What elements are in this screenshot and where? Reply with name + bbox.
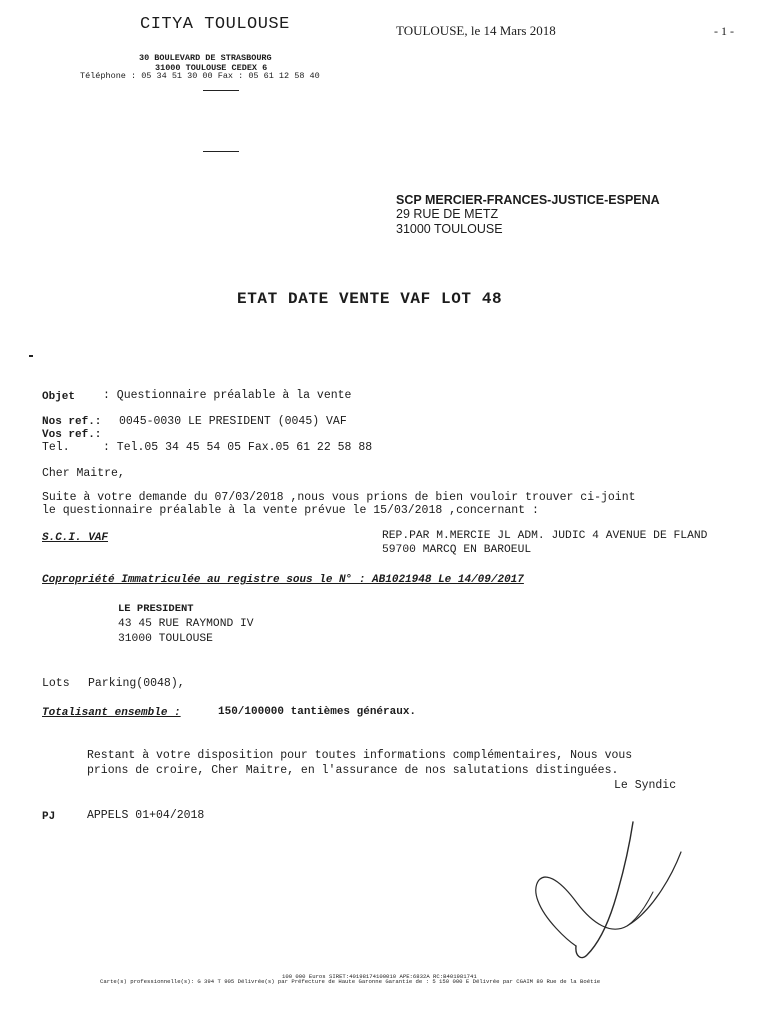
closing-line-2: prions de croire, Cher Maitre, en l'assurance de nos salutations distinguées. [87, 764, 619, 777]
date-line: TOULOUSE, le 14 Mars 2018 [396, 23, 556, 38]
footer-line-1: 100 000 Euros SIRET:40198174100010 APE:6832A RC:B401981741 [282, 973, 477, 980]
letterhead-divider-2 [203, 151, 239, 152]
total-label: Totalisant ensemble : [42, 707, 181, 719]
salutation: Cher Maitre, [42, 467, 125, 480]
owner-rep-line2: 59700 MARCQ EN BAROEUL [382, 544, 532, 556]
letterhead-divider-1 [203, 90, 239, 91]
copropriete-registration: Copropriété Immatriculée au registre sous le N° : AB1021948 Le 14/09/2017 [42, 574, 524, 586]
recipient-street: 29 RUE DE METZ [396, 207, 499, 221]
tel-label: Tel. [42, 441, 70, 454]
handwritten-signature [525, 808, 705, 968]
lots-value: Parking(0048), [88, 677, 185, 690]
pj-value: APPELS 01+04/2018 [87, 809, 205, 822]
owner-rep-line1: REP.PAR M.MERCIE JL ADM. JUDIC 4 AVENUE DE FLAND [382, 530, 708, 542]
residence-street: 43 45 RUE RAYMOND IV [118, 618, 254, 630]
intro-line-2: le questionnaire préalable à la vente prévue le 15/03/2018 ,concernant : [42, 504, 539, 517]
owner-name: S.C.I. VAF [42, 532, 109, 544]
company-name: CITYA TOULOUSE [140, 15, 290, 34]
vos-ref-label: Vos ref.: [42, 429, 102, 441]
objet-label: Objet [42, 391, 76, 403]
company-address-line2: 31000 TOULOUSE CEDEX 6 [155, 63, 268, 73]
recipient-city: 31000 TOULOUSE [396, 222, 503, 236]
total-value: 150/100000 tantièmes généraux. [218, 706, 417, 718]
company-address-line1: 30 BOULEVARD DE STRASBOURG [139, 53, 272, 63]
objet-value: : Questionnaire préalable à la vente [103, 389, 352, 402]
lots-label: Lots [42, 677, 70, 690]
nos-ref-value: 0045-0030 LE PRESIDENT (0045) VAF [119, 415, 347, 428]
tel-value: : Tel.05 34 45 54 05 Fax.05 61 22 58 88 [103, 441, 373, 454]
intro-line-1: Suite à votre demande du 07/03/2018 ,nous vous prions de bien vouloir trouver ci-joint [42, 491, 636, 504]
closing-line-1: Restant à votre disposition pour toutes informations complémentaires, Nous vous [87, 749, 633, 762]
company-phone-line: Téléphone : 05 34 51 30 00 Fax : 05 61 12 58 40 [80, 71, 320, 81]
recipient-name: SCP MERCIER-FRANCES-JUSTICE-ESPENA [396, 193, 660, 207]
pj-label: PJ [42, 811, 56, 823]
footer-line-2: Carte(s) professionnelle(s): G 394 T 905 Délivrée(s) par Préfecture de Haute Garonne Garantie de : 5 150 000 E Délivrée par CGAIM 89 Rue de la Boétie [100, 978, 601, 985]
document-title: ETAT DATE VENTE VAF LOT 48 [237, 290, 503, 308]
signatory: Le Syndic [614, 779, 677, 792]
residence-city: 31000 TOULOUSE [118, 633, 213, 645]
residence-name: LE PRESIDENT [118, 603, 194, 615]
margin-mark [29, 355, 33, 357]
page-number: - 1 - [714, 24, 734, 38]
nos-ref-label: Nos ref.: [42, 416, 102, 428]
